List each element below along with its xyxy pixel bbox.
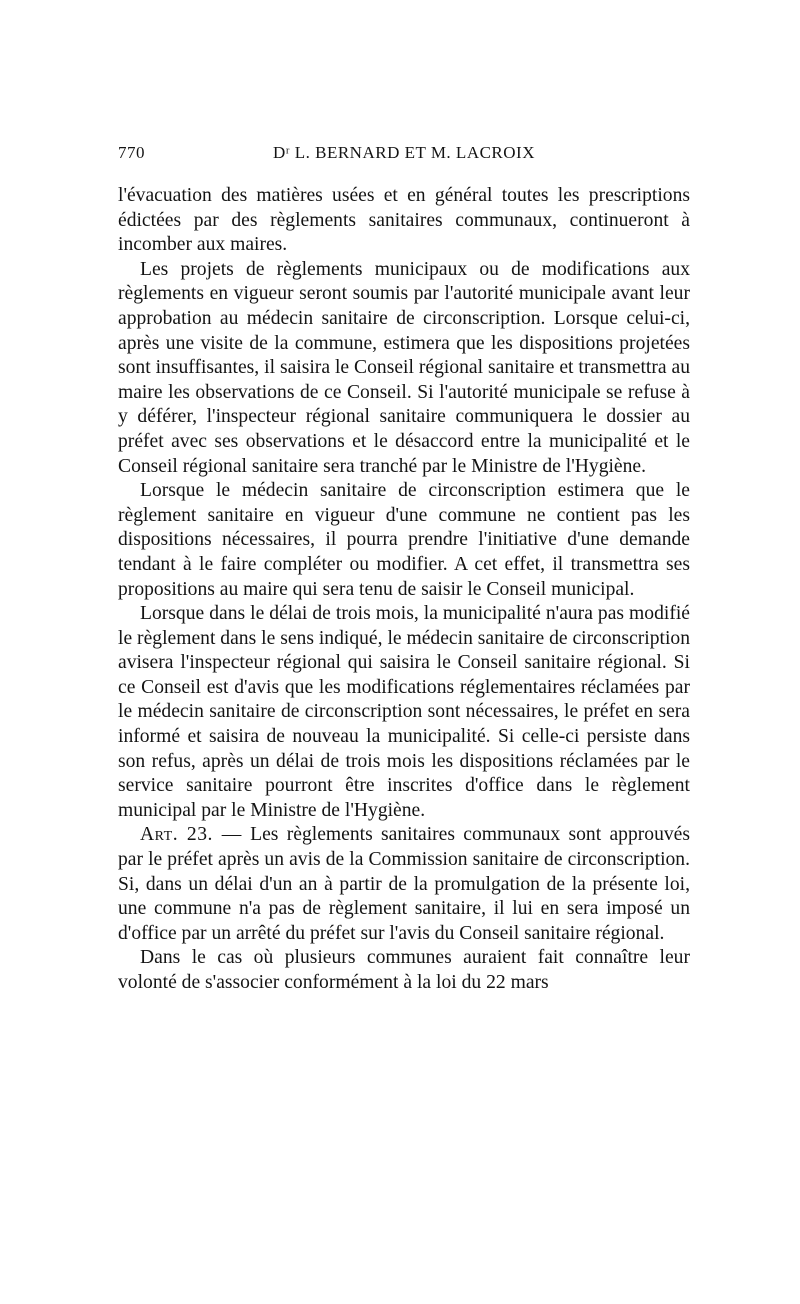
paragraph-text: Lorsque le médecin sanitaire de circonscription estimera que le règlement sanitaire en vigueur d'une commune ne contient pas les dispositions nécessaires, il pourra prendre l'initiative d'une demande tendant à le faire compléter ou modifier. A cet effet, il transmettra ses propositions au maire qui sera tenu de saisir le Conseil municipal. [118, 480, 690, 600]
paragraph-continuation [118, 184, 690, 258]
article-text: Les règlements sanitaires communaux sont approuvés par le préfet après un avis de la Commission sanitaire de circonscription. Si, dans un délai d'un an à partir de la promulgation de la présente loi, une commune n'a pas de règlement sanitaire, il lui en sera imposé un d'office par un arrêté du préfet sur l'avis du Conseil sanitaire régional. [118, 824, 690, 944]
paragraph-text: Dans le cas où plusieurs communes auraient fait connaître leur volonté de s'associer conformément à la loi du 22 mars [118, 947, 690, 993]
page-number: 770 [118, 143, 145, 162]
running-head: Dʳ L. BERNARD ET M. LACROIX [273, 143, 535, 162]
paragraph-text: l'évacuation des matières usées et en général toutes les prescriptions édictées par des règlements sanitaires communaux, continueront à incomber aux maires. [118, 185, 690, 256]
article-23 [118, 823, 690, 946]
paragraph-text: Lorsque dans le délai de trois mois, la municipalité n'aura pas modifié le règlement dans le sens indiqué, le médecin sanitaire de circonscription avisera l'inspecteur régional qui saisira le Conseil sanitaire régional. Si ce Conseil est d'avis que les modifications réglementaires réclamées par le médecin sanitaire de circonscription sont nécessaires, le préfet en sera informé et saisira de nouveau la municipalité. Si celle-ci persiste dans son refus, après un délai de trois mois les dispositions réclamées par le service sanitaire pourront être inscrites d'office dans le règlement municipal par le Ministre de l'Hygiène. [118, 603, 690, 821]
body-text [118, 184, 690, 996]
paragraph-physician-initiative [118, 479, 690, 602]
article-label: Art. 23. — [140, 824, 242, 846]
paragraph-draft-regulations [118, 258, 690, 479]
paragraph-communes-association [118, 946, 690, 995]
paragraph-three-month-delay [118, 602, 690, 823]
paragraph-text: Les projets de règlements municipaux ou de modifications aux règlements en vigueur seront soumis par l'autorité municipale avant leur approbation au médecin sanitaire de circonscription. Lorsque celui-ci, après une visite de la commune, estimera que les dispositions projetées sont insuffisantes, il saisira le Conseil régional sanitaire et transmettra au maire les observations de ce Conseil. Si l'autorité municipale se refuse à y déférer, l'inspecteur régional sanitaire communiquera le dossier au préfet avec ses observations et le désaccord entre la municipalité et le Conseil régional sanitaire sera tranché par le Ministre de l'Hygiène. [118, 258, 690, 477]
page-header [118, 143, 690, 171]
